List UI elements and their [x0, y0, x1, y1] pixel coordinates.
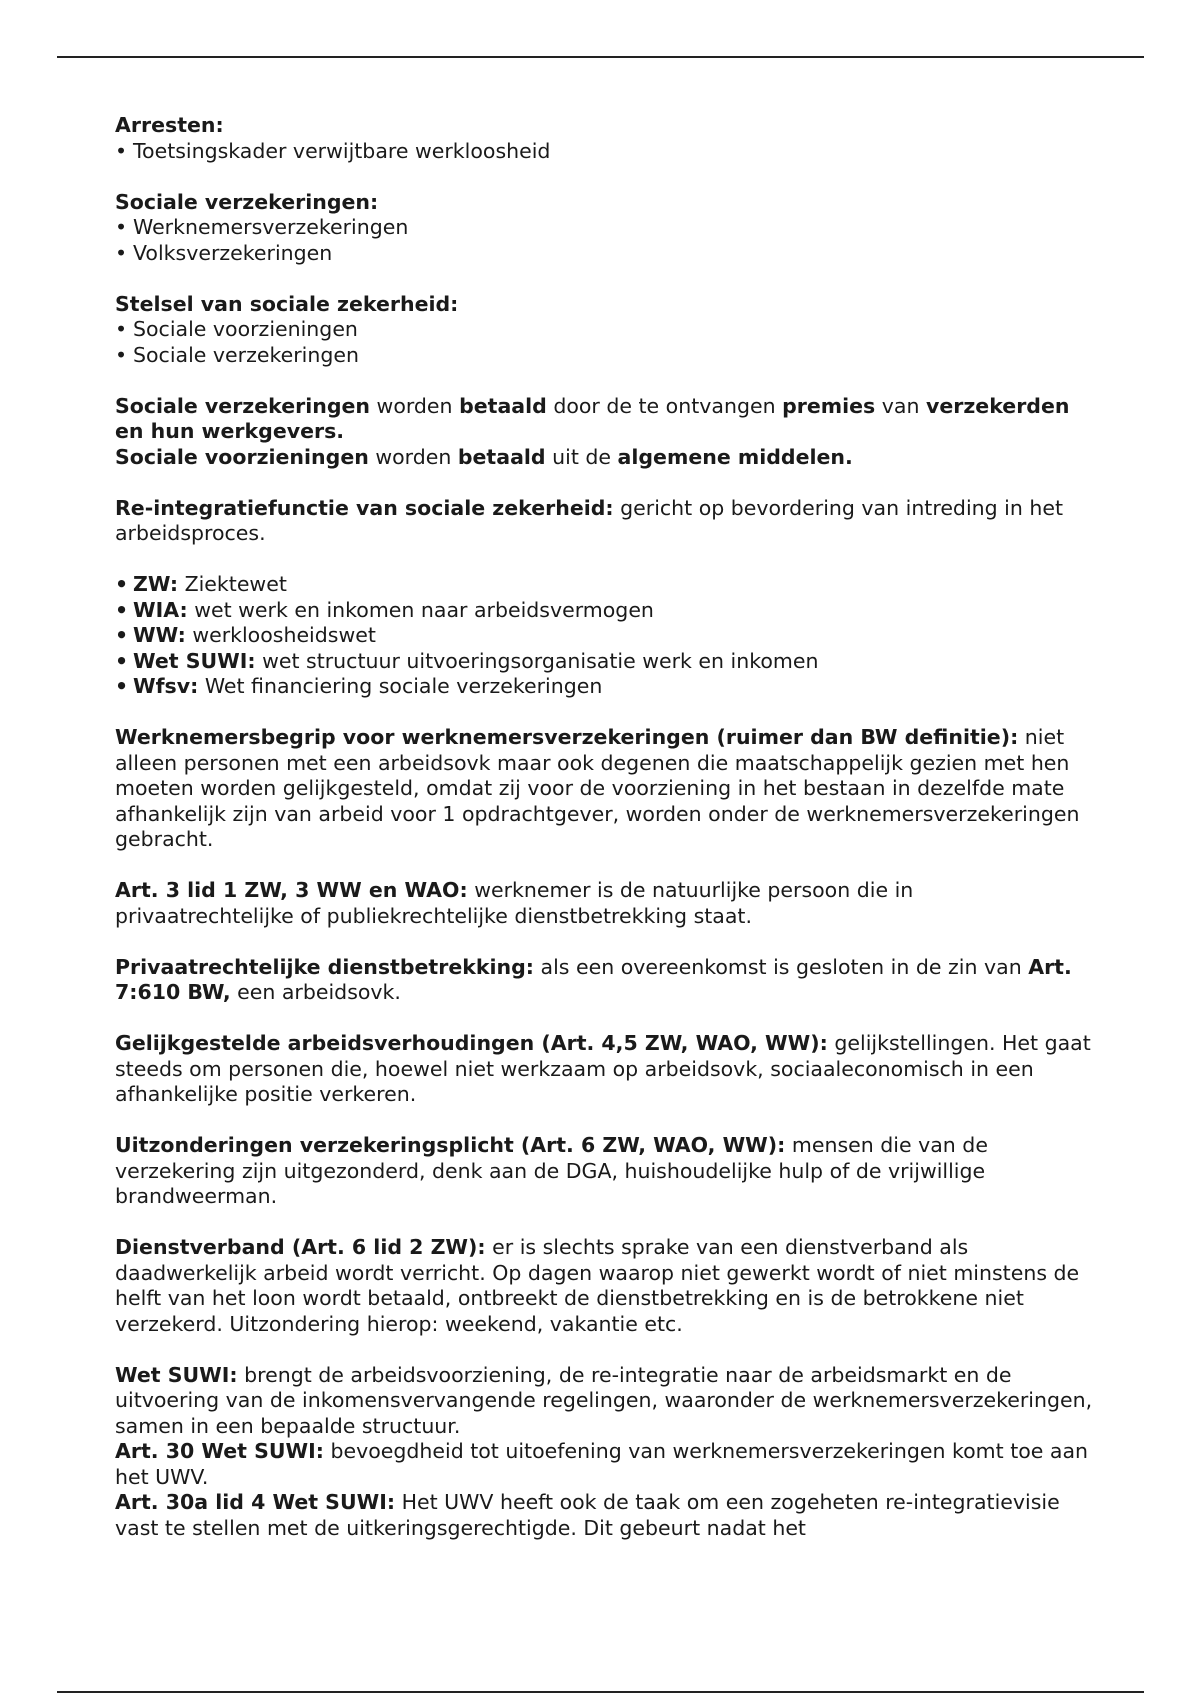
financiering-voorzieningen: Sociale voorzieningen worden betaald uit de algemene middelen.: [115, 444, 853, 469]
section-afkortingen: [115, 572, 1095, 700]
term-gelijkgesteld: Gelijkgestelde arbeidsverhoudingen (Art. 4,5 ZW, WAO, WW):: [115, 1031, 828, 1055]
financiering-verzekeringen: Sociale verzekeringen worden betaald door de te ontvangen premies van verzekerden en hun werkgevers.: [115, 393, 1070, 443]
list-item: • WW: werkloosheidswet: [115, 623, 376, 647]
top-rule: [57, 56, 1144, 58]
section-financiering: [115, 394, 1095, 471]
section-werknemersbegrip: Werknemersbegrip voor werknemersverzekeringen (ruimer dan BW definitie): niet alleen personen met een arbeidsovk maar ook degenen die maatschappelijk gezien met hen moeten worden gelijkgesteld, omdat zij voor de voorziening in het bestaan in dezelfde mate afhankelijk zijn van arbeid voor 1 opdrachtgever, worden onder de werknemersverzekeringen gebracht.: [115, 725, 1080, 851]
section-suwi: Wet SUWI: brengt de arbeidsvoorziening, de re-integratie naar de arbeidsmarkt en de uitvoering van de inkomensvervangende regelingen, waaronder de werknemersverzekeringen, samen in een bepaalde structuur. Art. 30 Wet SUWI: bevoegdheid tot uitoefening van werknemersverzekeringen komt toe aan het UWV. Art. 30a lid 4 Wet SUWI: Het UWV heeft ook de taak om een zogeheten re-integratievisie vast te stellen met de uitkeringsgerechtigde. Dit gebeurt nadat het: [115, 1362, 1093, 1540]
list-item: • WIA: wet werk en inkomen naar arbeidsvermogen: [115, 597, 654, 622]
heading-stelsel: Stelsel van sociale zekerheid:: [115, 291, 459, 316]
section-stelsel: [115, 292, 1095, 369]
section-reintegratie: Re-integratiefunctie van sociale zekerheid: gericht op bevordering van intreding in het arbeidsproces.: [115, 495, 1064, 545]
section-arresten: [115, 113, 1095, 164]
term-privaatrechtelijk: Privaatrechtelijke dienstbetrekking:: [115, 954, 535, 979]
list-item: • Wfsv: Wet financiering sociale verzekeringen: [115, 674, 603, 698]
section-dienstverband: Dienstverband (Art. 6 lid 2 ZW): er is slechts sprake van een dienstverband als daadwerkelijk arbeid wordt verricht. Op dagen waarop niet gewerkt wordt of niet minstens de helft van het loon wordt betaald, ontbreekt de dienstbetrekking en is de betrokkene niet verzekerd. Uitzondering hierop: weekend, vakantie etc.: [115, 1235, 1080, 1336]
section-gelijkgesteld: Gelijkgestelde arbeidsverhoudingen (Art. 4,5 ZW, WAO, WW): gelijkstellingen. Het gaat steeds om personen die, hoewel niet werkzaam op arbeidsovk, sociaaleconomisch in een afhankelijke positie verkeren.: [115, 1031, 1091, 1106]
list-item: • Wet SUWI: wet structuur uitvoeringsorganisatie werk en inkomen: [115, 648, 819, 673]
term-werknemersbegrip: Werknemersbegrip voor werknemersverzekeringen (ruimer dan BW definitie):: [115, 725, 1019, 749]
section-sociale-verzekeringen: [115, 190, 1095, 267]
list-item: • Toetsingskader verwijtbare werkloosheid: [115, 138, 551, 163]
term-art3: Art. 3 lid 1 ZW, 3 WW en WAO:: [115, 878, 468, 902]
list-item: • ZW: Ziektewet: [115, 572, 287, 596]
section-privaatrechtelijk: Privaatrechtelijke dienstbetrekking: als een overeenkomst is gesloten in de zin van Art. 7:610 BW, een arbeidsovk.: [115, 954, 1072, 1004]
term-art30: Art. 30 Wet SUWI:: [115, 1439, 324, 1463]
bottom-rule: [57, 1691, 1144, 1693]
heading-arresten: Arresten:: [115, 113, 224, 137]
heading-sociale-verzekeringen: Sociale verzekeringen:: [115, 189, 379, 214]
term-reintegratie: Re-integratiefunctie van sociale zekerheid:: [115, 495, 614, 520]
term-suwi: Wet SUWI:: [115, 1362, 238, 1387]
term-art30a: Art. 30a lid 4 Wet SUWI:: [115, 1490, 396, 1514]
list-item: • Volksverzekeringen: [115, 240, 333, 265]
term-uitzonderingen: Uitzonderingen verzekeringsplicht (Art. 6 ZW, WAO, WW):: [115, 1133, 786, 1157]
section-uitzonderingen: Uitzonderingen verzekeringsplicht (Art. 6 ZW, WAO, WW): mensen die van de verzekering zijn uitgezonderd, denk aan de DGA, huishoudelijke hulp of de vrijwillige brandweerman.: [115, 1133, 988, 1208]
list-item: • Werknemersverzekeringen: [115, 215, 409, 239]
term-dienstverband: Dienstverband (Art. 6 lid 2 ZW):: [115, 1235, 486, 1259]
list-item: • Sociale verzekeringen: [115, 342, 359, 367]
document-body: [115, 113, 1095, 1541]
section-art3: Art. 3 lid 1 ZW, 3 WW en WAO: werknemer is de natuurlijke persoon die in privaatrechtelijke of publiekrechtelijke dienstbetrekking staat.: [115, 878, 914, 928]
list-item: • Sociale voorzieningen: [115, 317, 358, 341]
